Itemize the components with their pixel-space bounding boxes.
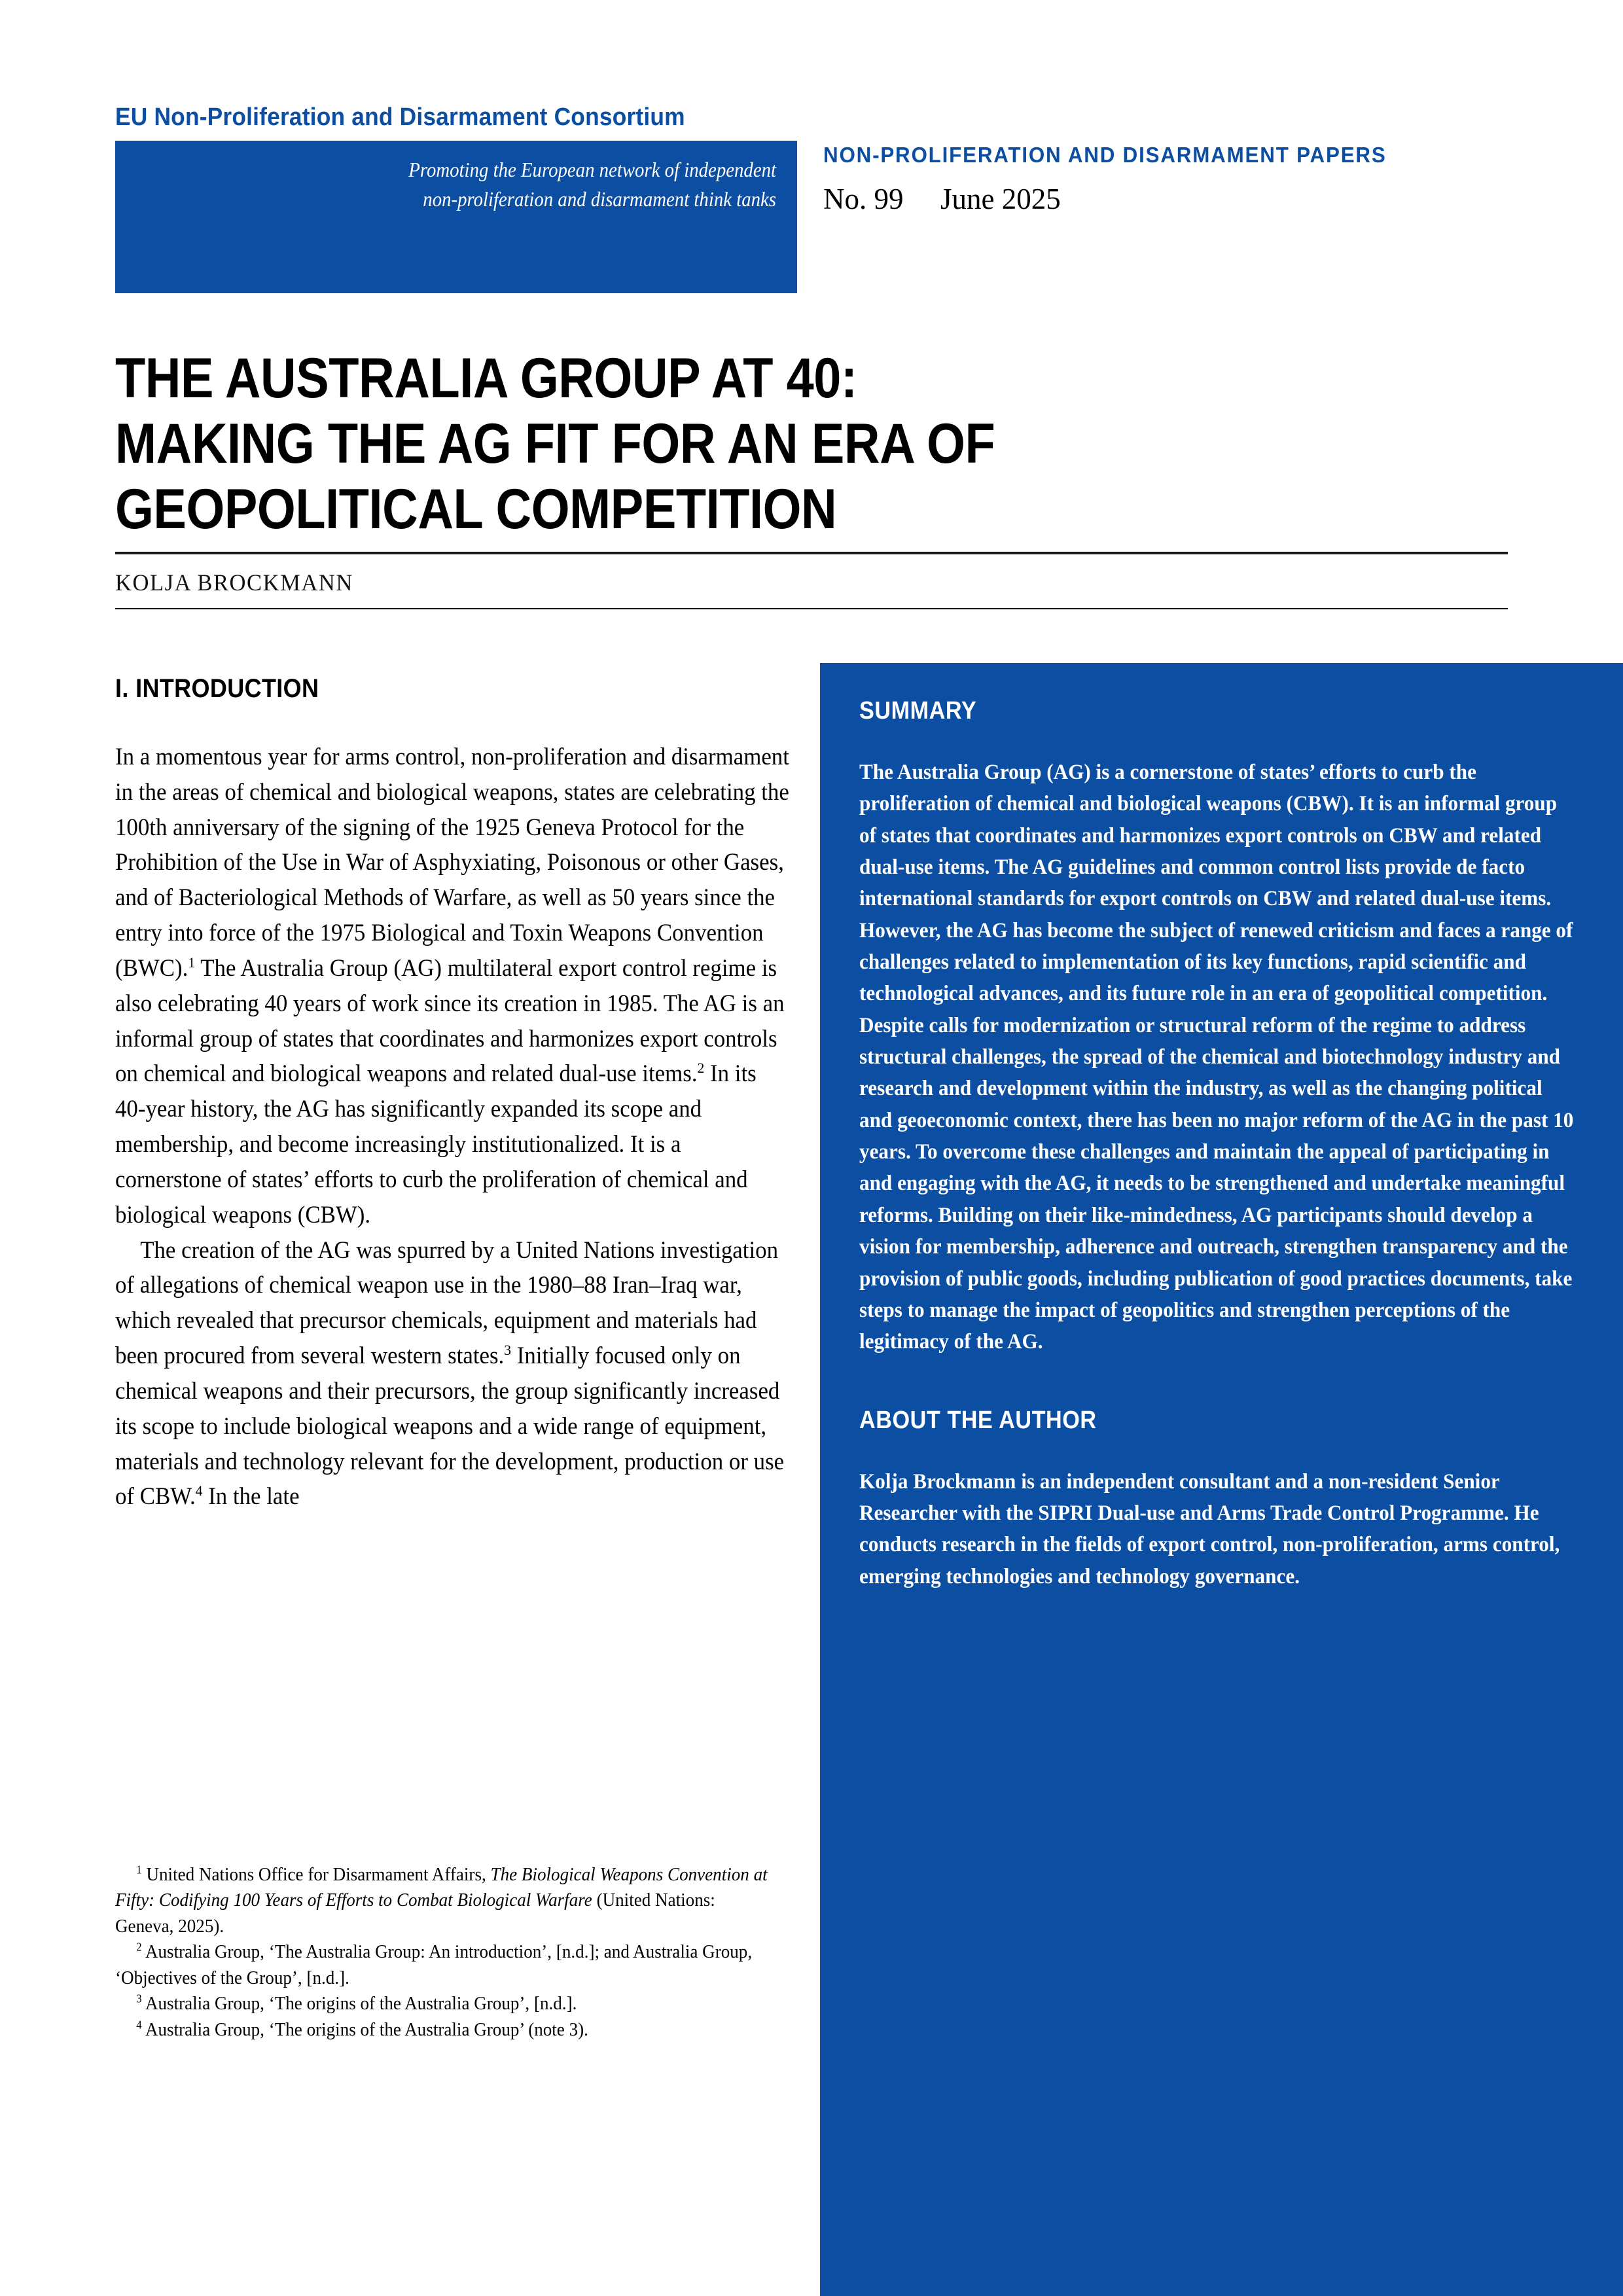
footnote-3 [115,1991,774,2017]
about-author-text-block [859,1466,1577,1592]
footnote-marker-1: 1 [136,1863,142,1876]
summary-text-block [859,757,1577,1358]
para1-part-b: The Australia Group (AG) multilateral export control regime is also celebrating 40 years of work since its creation in 1985. The AG is an informal group of states that coordinates and harmonizes export controls on chemical and biological weapons and related dual-use items. [115,954,785,1087]
series-issue-line [823,182,1517,216]
para2-part-a: The creation of the AG was spurred by a United Nations investigation of allegations of chemical weapon use in the 1980–88 Iran–Iraq war, which revealed that precursor chemicals, equipment and materials had been procured from several western states. [115,1236,779,1369]
author-name: KOLJA BROCKMANN [115,569,353,596]
footnote-3-text: Australia Group, ‘The origins of the Australia Group’, [n.d.]. [141,1994,577,2015]
panel-heading-about-the-author: ABOUT THE AUTHOR [859,1406,1097,1434]
para1-part-a: In a momentous year for arms control, non-proliferation and disarmament in the areas of chemical and biological weapons, states are celebrating the 100th anniversary of the signing of the 1925 Geneva Protocol for the Prohibition of the Use in War of Asphyxiating, Poisonous or other Gases, and of Bacteriological Methods of Warfare, as well as 50 years since the entry into force of the 1975 Biological and Toxin Weapons Convention (BWC). [115,743,789,981]
footnote-2-text: Australia Group, ‘The Australia Group: An introduction’, [n.d.]; and Australia Group, ‘Objectives of the Group’, [n.d.]. [115,1942,753,1988]
footnote-1-pre: United Nations Office for Disarmament Affairs, [141,1865,491,1885]
summary-text: The Australia Group (AG) is a cornerstone of states’ efforts to curb the proliferation of chemical and biological weapons (CBW). It is an informal group of states that coordinates and harmonizes export controls on CBW and related dual-use items. The AG guidelines and common control lists provide de facto international standards for export controls on CBW and related dual-use items. However, the AG has become the subject of renewed criticism and faces a range of challenges related to implementation of its key functions, rapid scientific and technological advances, and its future role in an era of geopolitical competition. Despite calls for modernization or structural reform of the regime to address structural challenges, the spread of the chemical and biotechnology industry and research and development within the industry, as well as the changing political and geoeconomic context, there has been no major reform of the AG in the past 10 years. To overcome these challenges and maintain the appeal of participating in and engaging with the AG, it needs to be strengthened and undertake meaningful reforms. Building on their like-mindedness, AG participants should develop a vision for membership, adherence and outreach, strengthen transparency and the provision of public goods, including publication of good practices documents, take steps to manage the impact of geopolitics and strengthen perceptions of the legitimacy of the AG. [859,761,1574,1354]
author-block [115,552,1508,609]
footnote-marker-4: 4 [136,2018,142,2032]
masthead [115,92,1508,308]
para1-part-c: In its 40-year history, the AG has significantly expanded its scope and membership, and become increasingly institutionalized. It is a cornerstone of states’ efforts to curb the proliferation of chemical and biological weapons (CBW). [115,1060,757,1228]
issue-date: June 2025 [940,183,1061,215]
consortium-name: EU Non-Proliferation and Disarmament Consortium [115,103,685,131]
footnote-marker-2: 2 [136,1940,142,1954]
footnote-ref-2: 2 [697,1060,705,1077]
title-line-1: THE AUSTRALIA GROUP AT 40: [115,346,857,410]
footnote-ref-1: 1 [188,954,196,971]
series-header [823,143,1517,216]
summary-panel [820,663,1623,2296]
footnote-4-text: Australia Group, ‘The origins of the Australia Group’ (note 3). [141,2019,588,2040]
para2-part-b: Initially focused only on chemical weapons and their precursors, the group significantly increased its scope to include biological weapons and a wide range of equipment, materials and technology relevant for the development, production or use of CBW. [115,1342,785,1510]
footnote-2 [115,1939,774,1991]
footnote-marker-3: 3 [136,1992,142,2005]
para2-part-c: In the late [202,1482,300,1510]
panel-spacer [859,1358,1576,1407]
tagline-line-2: non-proliferation and disarmament think tanks [423,187,776,211]
consortium-tagline [329,155,776,215]
tagline-line-1: Promoting the European network of independent [408,158,776,181]
series-title: NON-PROLIFERATION AND DISARMAMENT PAPERS [823,143,1387,167]
paragraph-2 [115,1232,791,1515]
consortium-logo-box [115,141,797,293]
about-author-text: Kolja Brockmann is an independent consultant and a non-resident Senior Researcher with the SIPRI Dual-use and Arms Trade Control Programme. He conducts research in the fields of export control, non-proliferation, arms control, emerging technologies and technology governance. [859,1469,1560,1588]
issue-number: No. 99 [823,183,904,215]
footnote-1 [115,1862,774,1939]
title-line-2: MAKING THE AG FIT FOR AN ERA OF [115,412,995,475]
page-title [115,346,1296,543]
paragraph-1 [115,739,791,1232]
title-line-3: GEOPOLITICAL COMPETITION [115,477,837,541]
footnotes [115,1862,774,2043]
footnote-4 [115,2017,774,2043]
rule-below-author [115,608,1508,609]
footnote-1-title: The Biological Weapons Convention at Fifty: Codifying 100 Years of Efforts to Combat Biological Warfare [115,1865,768,1911]
footnote-1-post: (United Nations: Geneva, 2025). [115,1890,715,1937]
panel-heading-summary: SUMMARY [859,697,977,725]
footnote-ref-3: 3 [504,1341,512,1358]
footnote-ref-4: 4 [195,1482,203,1499]
section-heading-introduction: I. INTRODUCTION [115,674,319,703]
introduction-body [115,739,791,1514]
